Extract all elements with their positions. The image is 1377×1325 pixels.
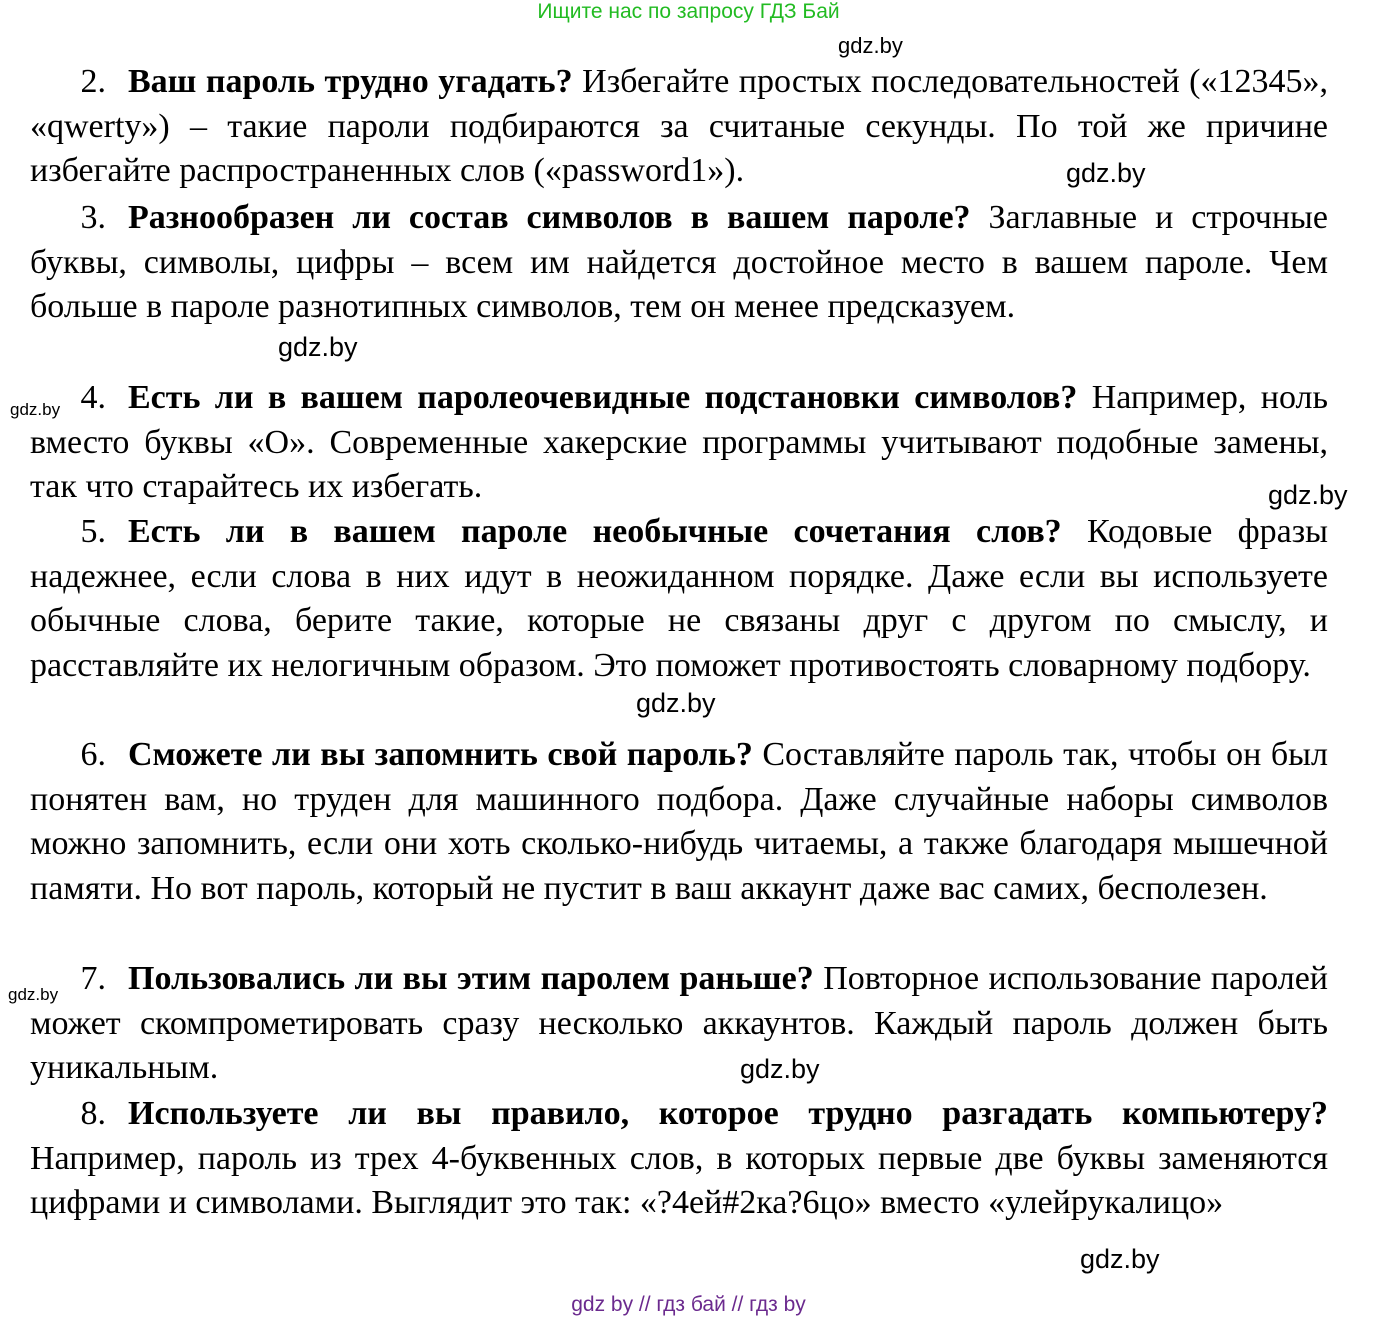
watermark: gdz.by bbox=[1080, 1244, 1160, 1274]
item-question: Сможете ли вы запомнить свой пароль? bbox=[128, 736, 753, 773]
watermark: gdz.by bbox=[10, 400, 61, 419]
item-text: Кодовые фразы надежнее, если слова в них идут в неожиданном порядке. Даже если вы используете обычные слова, берите такие, которые не связаны друг с другом по смыслу, и расставляйте их нелогичным образом. Это поможет противостоять словарному подбору. bbox=[30, 513, 1329, 684]
item-text: Заглавные и строчные буквы, символы, цифры – всем им найдется достойное место в вашем пароле. Чем больше в пароле разнотипных символов, тем он менее предсказуем. bbox=[30, 199, 1328, 325]
item-text: Повторное использование паролей может скомпрометировать сразу несколько аккаунтов. Каждый пароль должен быть уникальным. bbox=[30, 960, 1328, 1086]
item-number: 2. bbox=[80, 63, 106, 100]
item-text: Например, ноль вместо буквы «О». Современные хакерские программы учитывают подобные замены, так что старайтесь их избегать. bbox=[30, 379, 1328, 505]
watermark: gdz.by bbox=[278, 332, 358, 362]
list-item bbox=[30, 957, 1328, 1091]
watermark: gdz.by bbox=[740, 1054, 820, 1084]
list-item bbox=[30, 733, 1328, 911]
watermark: gdz.by bbox=[8, 985, 59, 1004]
item-number: 6. bbox=[80, 736, 106, 773]
item-text: Составляйте пароль так, чтобы он был понятен вам, но труден для машинного подбора. Даже случайные наборы символов можно запомнить, если они хоть сколько-нибудь читаемы, а также благодаря мышечной памяти. Но вот пароль, который не пустит в ваш аккаунт даже вас самих, бесполезен. bbox=[30, 736, 1328, 907]
footer-links: gdz by // гдз бай // гдз by bbox=[571, 1293, 806, 1316]
item-number: 7. bbox=[80, 960, 106, 997]
item-question: Есть ли в вашем паролеочевидные подстановки символов? bbox=[128, 379, 1078, 416]
list-item bbox=[30, 510, 1328, 688]
item-question: Пользовались ли вы этим паролем раньше? bbox=[128, 960, 814, 997]
item-number: 3. bbox=[80, 199, 106, 236]
item-question: Ваш пароль трудно угадать? bbox=[128, 63, 573, 100]
item-question: Используете ли вы правило, которое трудно разгадать компьютеру? bbox=[128, 1095, 1328, 1132]
watermark: gdz.by bbox=[1066, 158, 1146, 188]
item-question: Есть ли в вашем пароле необычные сочетания слов? bbox=[128, 513, 1062, 550]
list-item bbox=[30, 196, 1328, 330]
item-text: Например, пароль из трех 4-буквенных слов, в которых первые две буквы заменяются цифрами и символами. Выглядит это так: «?4ей#2ка?6цо» вместо «улейрукалицо» bbox=[30, 1139, 1328, 1221]
item-number: 4. bbox=[80, 379, 106, 416]
list-item bbox=[30, 376, 1328, 510]
watermark: gdz.by bbox=[838, 33, 903, 58]
list-item bbox=[30, 1092, 1328, 1226]
item-number: 5. bbox=[80, 513, 106, 550]
item-text: Избегайте простых последовательностей («12345», «qwerty») – такие пароли подбираются за считаные секунды. По той же причине избегайте распространенных слов («password1»). bbox=[30, 63, 1329, 189]
item-number: 8. bbox=[80, 1095, 106, 1132]
search-hint: Ищите нас по запросу ГДЗ Бай bbox=[537, 0, 840, 23]
item-question: Разнообразен ли состав символов в вашем пароле? bbox=[128, 199, 971, 236]
watermark: gdz.by bbox=[1268, 480, 1348, 510]
watermark: gdz.by bbox=[636, 688, 716, 718]
